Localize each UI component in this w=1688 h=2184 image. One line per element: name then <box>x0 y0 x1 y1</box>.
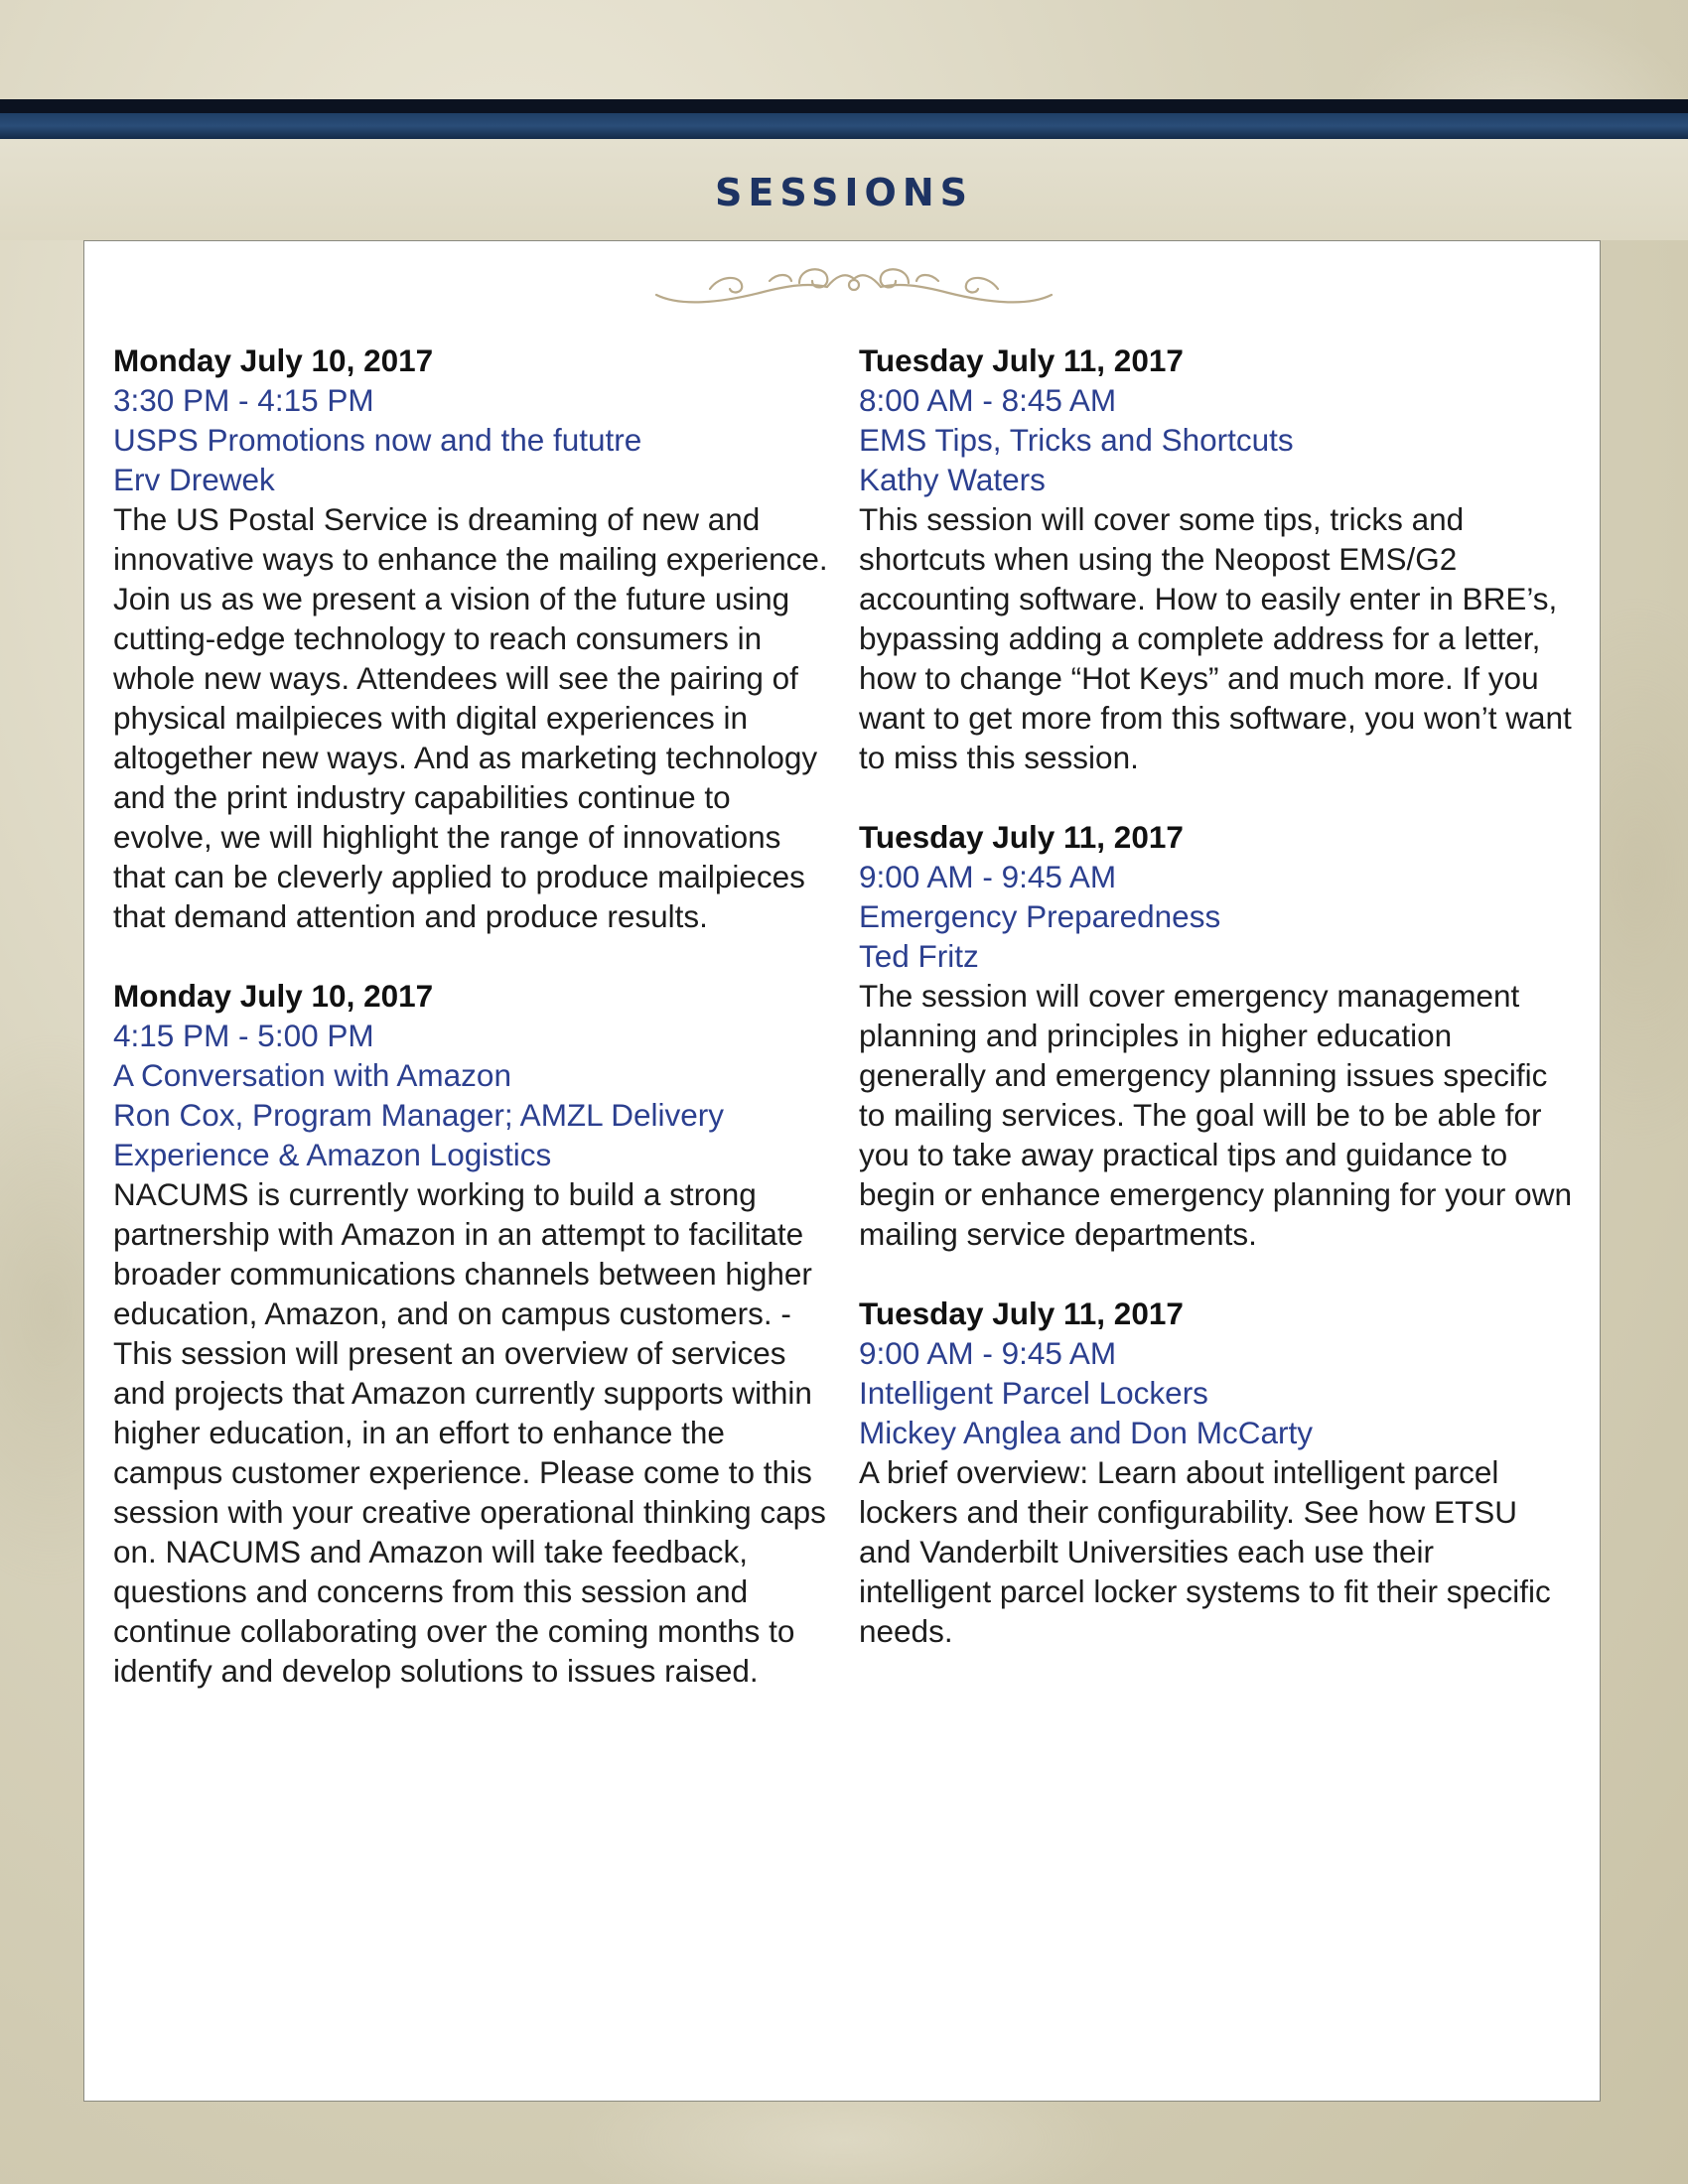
session-title: Intelligent Parcel Lockers <box>859 1375 1208 1411</box>
session-time: 4:15 PM - 5:00 PM <box>113 1018 374 1053</box>
left-session-column <box>113 341 838 1730</box>
session-date: Tuesday July 11, 2017 <box>859 819 1184 855</box>
session-description: A brief overview: Learn about intelligent parcel lockers and their configurability. See how ETSU and Vanderbilt Universities each use their intelligent parcel locker systems to fit their specific needs. <box>859 1454 1551 1649</box>
session-block <box>859 817 1574 1254</box>
session-description: This session will cover some tips, tricks and shortcuts when using the Neopost EMS/G2 accounting software. How to easily enter in BRE’s, bypassing adding a complete address for a letter, how to change “Hot Keys” and much more. If you want to get more from this software, you won’t want to miss this session. <box>859 501 1572 775</box>
session-block <box>113 341 838 936</box>
session-time: 8:00 AM - 8:45 AM <box>859 382 1117 418</box>
session-speaker: Mickey Anglea and Don McCarty <box>859 1415 1313 1450</box>
right-session-column <box>859 341 1574 1691</box>
session-block <box>859 341 1574 777</box>
session-time: 3:30 PM - 4:15 PM <box>113 382 374 418</box>
session-time: 9:00 AM - 9:45 AM <box>859 1335 1117 1371</box>
session-speaker: Erv Drewek <box>113 462 275 497</box>
session-title: A Conversation with Amazon <box>113 1057 511 1093</box>
header-blue-band <box>0 113 1688 139</box>
session-description: The US Postal Service is dreaming of new and innovative ways to enhance the mailing experience. Join us as we present a vision of the future using cutting-edge technology to reach consumers in whole new ways. Attendees will see the pairing of physical mailpieces with digital experiences in altogether new ways. And as marketing technology and the print industry capabilities continue to evolve, we will highlight the range of innovations that can be cleverly applied to produce mailpieces that demand attention and produce results. <box>113 501 828 934</box>
session-date: Tuesday July 11, 2017 <box>859 342 1184 378</box>
session-speaker: Ron Cox, Program Manager; AMZL Delivery Experience & Amazon Logistics <box>113 1097 725 1172</box>
session-date: Monday July 10, 2017 <box>113 978 434 1014</box>
flourish-ornament-icon <box>650 253 1057 313</box>
session-title: USPS Promotions now and the fututre <box>113 422 642 458</box>
session-description: The session will cover emergency management planning and principles in higher education generally and emergency planning issues specific to mailing services. The goal will be to be able for you to take away practical tips and guidance to begin or enhance emergency planning for your own mailing service departments. <box>859 978 1572 1252</box>
session-block <box>113 976 838 1691</box>
session-block <box>859 1294 1574 1651</box>
session-date: Monday July 10, 2017 <box>113 342 434 378</box>
session-speaker: Kathy Waters <box>859 462 1046 497</box>
page-title: SESSIONS <box>715 171 973 214</box>
session-description: NACUMS is currently working to build a strong partnership with Amazon in an attempt to facilitate broader communications channels between higher education, Amazon, and on campus customers. - This session will present an overview of services and projects that Amazon currently supports within higher education, in an effort to enhance the campus customer experience. Please come to this session with your creative operational thinking caps on. NACUMS and Amazon will take feedback, questions and concerns from this session and continue collaborating over the coming months to identify and develop solutions to issues raised. <box>113 1176 826 1689</box>
session-time: 9:00 AM - 9:45 AM <box>859 859 1117 894</box>
header-dark-band <box>0 99 1688 113</box>
session-date: Tuesday July 11, 2017 <box>859 1296 1184 1331</box>
session-title: Emergency Preparedness <box>859 898 1221 934</box>
session-title: EMS Tips, Tricks and Shortcuts <box>859 422 1294 458</box>
session-speaker: Ted Fritz <box>859 938 979 974</box>
